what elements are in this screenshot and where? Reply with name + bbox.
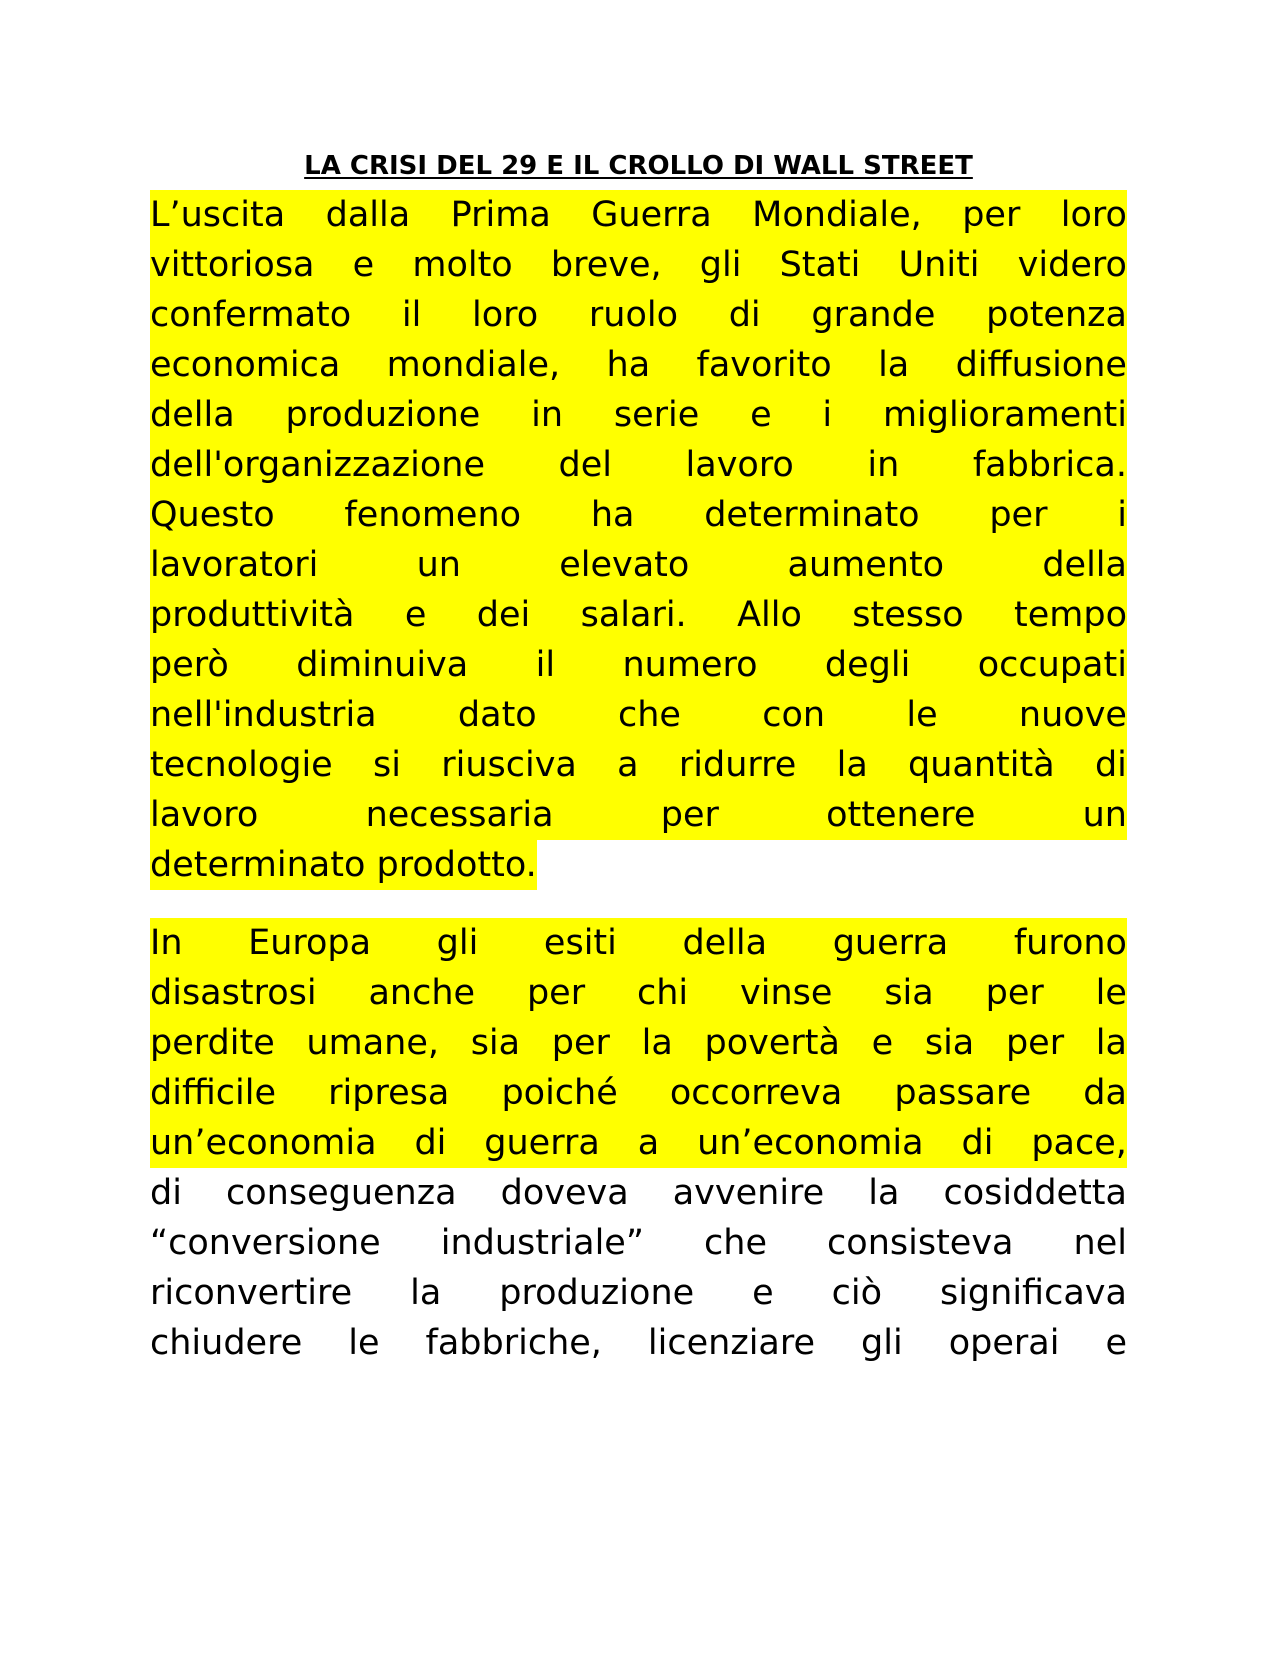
word: la	[868, 1173, 900, 1213]
word: difficile	[150, 1073, 277, 1113]
word: consisteva	[827, 1223, 1014, 1263]
word: tempo	[1014, 595, 1127, 635]
word: vittoriosa	[150, 245, 315, 285]
word: con	[762, 695, 826, 735]
word: le	[1095, 973, 1127, 1013]
word: povertà	[704, 1023, 840, 1063]
text-line	[150, 490, 1127, 540]
word: e	[871, 1023, 894, 1063]
word: la	[836, 745, 868, 785]
text-line	[150, 590, 1127, 640]
text-line	[150, 1168, 1127, 1218]
word: diffusione	[955, 345, 1127, 385]
word: occupati	[977, 645, 1127, 685]
text-line	[150, 640, 1127, 690]
word: disastrosi	[150, 973, 317, 1013]
word: Stati	[779, 245, 861, 285]
word: ripresa	[328, 1073, 450, 1113]
text-line	[150, 1068, 1127, 1118]
word: doveva	[500, 1173, 629, 1213]
word: loro	[1060, 195, 1127, 235]
text-line	[150, 540, 1127, 590]
word: di	[1094, 745, 1127, 785]
word: nuove	[1018, 695, 1127, 735]
word: umane,	[306, 1023, 439, 1063]
word: lavoro	[150, 795, 259, 835]
word: gli	[861, 1323, 903, 1363]
word: breve,	[550, 245, 662, 285]
word: della	[150, 395, 235, 435]
paragraph-spacer	[150, 894, 1127, 918]
word: conseguenza	[226, 1173, 457, 1213]
word: per	[962, 195, 1021, 235]
word: un’economia	[150, 1123, 377, 1163]
text-line	[150, 918, 1127, 968]
word: dalla	[325, 195, 411, 235]
word: ridurre	[678, 745, 797, 785]
word: degli	[824, 645, 911, 685]
word: che	[618, 695, 681, 735]
document-page	[150, 150, 1127, 1368]
text-line	[150, 1118, 1127, 1168]
document-title: LA CRISI DEL 29 E IL CROLLO DI WALL STREET	[304, 151, 973, 181]
text-line	[150, 190, 1127, 240]
text-line	[150, 690, 1127, 740]
word: L’uscita	[150, 195, 286, 235]
word: lavoro	[685, 445, 794, 485]
word: diminuiva	[296, 645, 469, 685]
text-line	[150, 340, 1127, 390]
word: un’economia	[697, 1123, 924, 1163]
word: Questo	[150, 495, 275, 535]
word: produttività	[150, 595, 355, 635]
word: in	[531, 395, 564, 435]
word: determinato	[704, 495, 920, 535]
word: per	[1005, 1023, 1065, 1063]
word: necessaria	[365, 795, 554, 835]
word: di	[414, 1123, 447, 1163]
word: dei	[476, 595, 531, 635]
paragraph-1	[150, 190, 1127, 894]
word: sia	[884, 973, 934, 1013]
word: Uniti	[898, 245, 980, 285]
word: Mondiale,	[752, 195, 922, 235]
word: della	[682, 923, 768, 963]
word: furono	[1013, 923, 1127, 963]
word: fabbriche,	[425, 1323, 602, 1363]
word: e	[750, 395, 772, 435]
word: confermato	[150, 295, 352, 335]
word: della	[1042, 545, 1127, 585]
word: chi	[636, 973, 689, 1013]
word: e	[752, 1273, 774, 1313]
word: nel	[1073, 1223, 1127, 1263]
word: mondiale,	[386, 345, 561, 385]
word: In	[150, 923, 183, 963]
word: i	[1117, 495, 1127, 535]
word: miglioramenti	[882, 395, 1127, 435]
word: e	[1105, 1323, 1127, 1363]
word: serie	[613, 395, 700, 435]
word: produzione	[285, 395, 481, 435]
text-line	[150, 440, 1127, 490]
word: Guerra	[591, 195, 712, 235]
word: in	[867, 445, 900, 485]
paragraph-2	[150, 918, 1127, 1368]
word: stesso	[852, 595, 964, 635]
word: industriale”	[440, 1223, 644, 1263]
word: molto	[412, 245, 513, 285]
text-line	[150, 1218, 1127, 1268]
word: la	[1095, 1023, 1127, 1063]
word: la	[410, 1273, 442, 1313]
word: operai	[948, 1323, 1060, 1363]
word: e	[404, 595, 427, 635]
word: economica	[150, 345, 341, 385]
word: cosiddetta	[943, 1173, 1127, 1213]
word: videro	[1017, 245, 1127, 285]
word: “conversione	[150, 1223, 381, 1263]
word: per	[526, 973, 586, 1013]
word: le	[348, 1323, 380, 1363]
word: per	[551, 1023, 610, 1063]
word: del	[558, 445, 612, 485]
text-line	[150, 1018, 1127, 1068]
word: a	[637, 1123, 660, 1163]
word: un	[1082, 795, 1127, 835]
word: tecnologie	[150, 745, 333, 785]
word: la	[878, 345, 910, 385]
word: di	[728, 295, 761, 335]
word: guerra	[832, 923, 949, 963]
word: grande	[811, 295, 936, 335]
word: Europa	[248, 923, 372, 963]
word: la	[641, 1023, 673, 1063]
word: lavoratori	[150, 545, 319, 585]
word: da	[1083, 1073, 1127, 1113]
word: occorreva	[669, 1073, 843, 1113]
word: ruolo	[588, 295, 679, 335]
text-line	[150, 1268, 1127, 1318]
word: pace,	[1031, 1123, 1127, 1163]
word: licenziare	[647, 1323, 816, 1363]
word: poiché	[501, 1073, 618, 1113]
word: nell'industria	[150, 695, 377, 735]
word: passare	[894, 1073, 1032, 1113]
word: esiti	[543, 923, 617, 963]
word: guerra	[484, 1123, 600, 1163]
text-line	[150, 290, 1127, 340]
word: le	[906, 695, 938, 735]
word: avvenire	[672, 1173, 825, 1213]
text-line	[150, 240, 1127, 290]
word: i	[822, 395, 833, 435]
word: però	[150, 645, 229, 685]
word: un	[416, 545, 461, 585]
word: ciò	[831, 1273, 883, 1313]
word: fenomeno	[344, 495, 522, 535]
word: gli	[699, 245, 742, 285]
word: Prima	[450, 195, 551, 235]
word: sia	[470, 1023, 521, 1063]
word: salari.	[580, 595, 687, 635]
word: fabbrica.	[972, 445, 1127, 485]
word: ottenere	[826, 795, 976, 835]
word: vinse	[740, 973, 833, 1013]
word: significava	[939, 1273, 1127, 1313]
text-line	[150, 1318, 1127, 1368]
word: per	[660, 795, 719, 835]
text-line	[150, 968, 1127, 1018]
word: dato	[457, 695, 537, 735]
word: loro	[472, 295, 539, 335]
word: Allo	[737, 595, 802, 635]
word: aumento	[787, 545, 945, 585]
word: chiudere	[150, 1323, 303, 1363]
word: ha	[606, 345, 651, 385]
text-line	[150, 390, 1127, 440]
word: di	[961, 1123, 994, 1163]
text-line: determinato prodotto.	[150, 840, 537, 890]
word: il	[401, 295, 422, 335]
word: il	[535, 645, 556, 685]
word: favorito	[696, 345, 832, 385]
text-line	[150, 740, 1127, 790]
word: riusciva	[441, 745, 577, 785]
word: potenza	[986, 295, 1127, 335]
word: per	[989, 495, 1048, 535]
word: riconvertire	[150, 1273, 353, 1313]
word: produzione	[499, 1273, 695, 1313]
word: si	[372, 745, 401, 785]
word: quantità	[908, 745, 1055, 785]
word: gli	[436, 923, 479, 963]
word: e	[352, 245, 375, 285]
word: elevato	[559, 545, 690, 585]
text-line	[150, 790, 1127, 840]
word: a	[617, 745, 639, 785]
word: anche	[368, 973, 476, 1013]
word: ha	[590, 495, 635, 535]
word: che	[704, 1223, 767, 1263]
word: dell'organizzazione	[150, 445, 485, 485]
word: numero	[622, 645, 758, 685]
word: di	[150, 1173, 182, 1213]
word: sia	[924, 1023, 975, 1063]
word: perdite	[150, 1023, 275, 1063]
word: per	[985, 973, 1044, 1013]
